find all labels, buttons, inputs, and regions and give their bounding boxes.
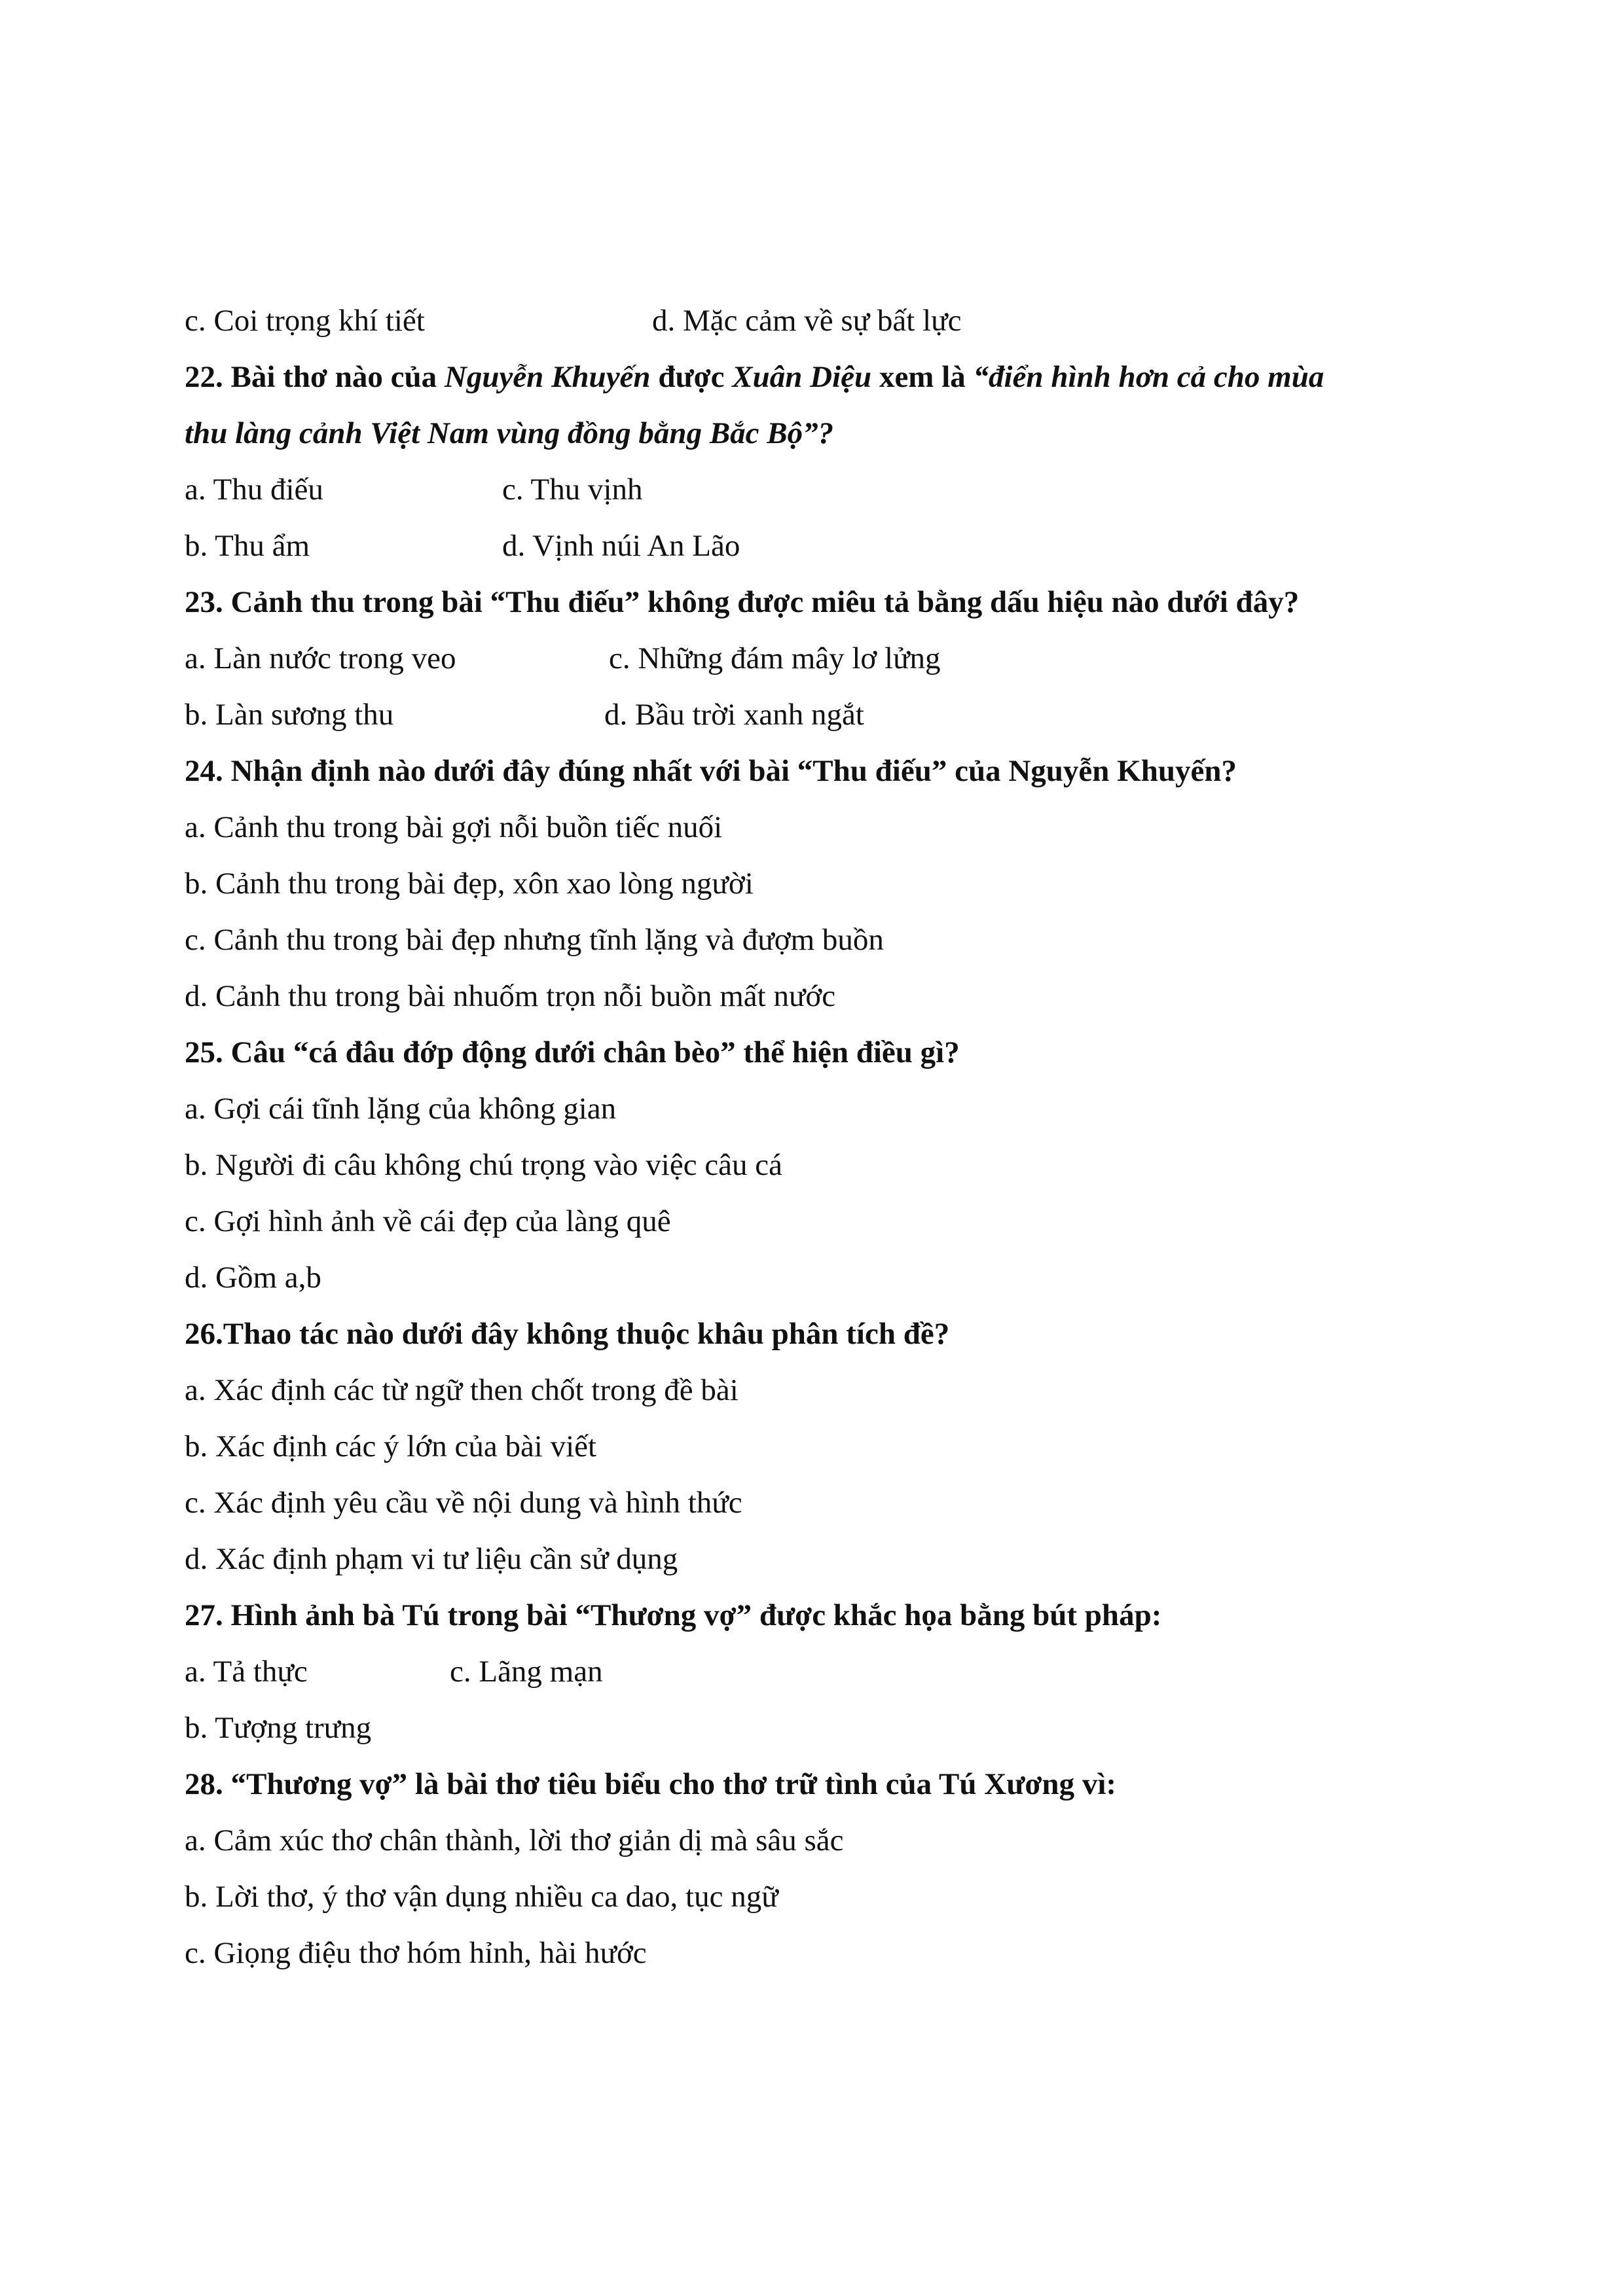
q22-option-c: c. Thu vịnh bbox=[502, 473, 643, 507]
q26-option-b: b. Xác định các ý lớn của bài viết bbox=[185, 1429, 597, 1463]
q24-option-b: b. Cảnh thu trong bài đẹp, xôn xao lòng người bbox=[185, 867, 754, 901]
q27-option-a: a. Tả thực bbox=[185, 1655, 308, 1689]
q26-option-d: d. Xác định phạm vi tư liệu cần sử dụng bbox=[185, 1542, 678, 1576]
q24-option-c: c. Cảnh thu trong bài đẹp nhưng tĩnh lặng và đượm buồn bbox=[185, 923, 884, 957]
q23-options-bd bbox=[185, 695, 864, 734]
q23-options-ac bbox=[185, 639, 941, 678]
q27-options-ac bbox=[185, 1652, 603, 1691]
q24-question: 24. Nhận định nào dưới đây đúng nhất với bài “Thu điếu” của Nguyễn Khuyến? bbox=[185, 754, 1237, 788]
q27-question: 27. Hình ảnh bà Tú trong bài “Thương vợ” được khắc họa bằng bút pháp: bbox=[185, 1598, 1162, 1632]
q22-option-d: d. Vịnh núi An Lão bbox=[502, 529, 740, 563]
q28-option-b: b. Lời thơ, ý thơ vận dụng nhiều ca dao, tục ngữ bbox=[185, 1880, 778, 1914]
q22-author: Nguyễn Khuyến bbox=[444, 360, 651, 394]
q22-question-line2: thu làng cảnh Việt Nam vùng đồng bằng Bắc Bộ”? bbox=[185, 416, 834, 450]
q26-option-a: a. Xác định các từ ngữ then chốt trong đề bài bbox=[185, 1373, 739, 1407]
q27-option-b: b. Tượng trưng bbox=[185, 1711, 372, 1745]
q21-options-cd bbox=[185, 301, 962, 340]
q22-text-3: được bbox=[650, 360, 733, 394]
q21-option-c: c. Coi trọng khí tiết bbox=[185, 304, 425, 338]
q22-options-ac bbox=[185, 470, 643, 509]
q22-text-5: xem là bbox=[871, 360, 974, 394]
q23-option-a: a. Làn nước trong veo bbox=[185, 641, 456, 675]
q21-option-d: d. Mặc cảm về sự bất lực bbox=[652, 304, 962, 338]
q23-option-c: c. Những đám mây lơ lửng bbox=[609, 641, 941, 675]
q25-option-c: c. Gợi hình ảnh về cái đẹp của làng quê bbox=[185, 1204, 671, 1238]
q23-option-d: d. Bầu trời xanh ngắt bbox=[604, 698, 864, 732]
q23-option-b: b. Làn sương thu bbox=[185, 698, 394, 732]
q26-question: 26.Thao tác nào dưới đây không thuộc khâu phân tích đề? bbox=[185, 1317, 950, 1351]
q22-quote-1: “điển hình hơn cả cho mùa bbox=[973, 360, 1324, 394]
q22-option-a: a. Thu điếu bbox=[185, 473, 323, 507]
q22-text-1: 22. Bài thơ nào của bbox=[185, 360, 445, 394]
q22-critic: Xuân Diệu bbox=[732, 360, 872, 394]
q24-option-a: a. Cảnh thu trong bài gợi nỗi buồn tiếc nuối bbox=[185, 810, 723, 844]
q25-question: 25. Câu “cá đâu đớp động dưới chân bèo” thể hiện điều gì? bbox=[185, 1035, 960, 1069]
q22-options-bd bbox=[185, 526, 740, 565]
q28-option-c: c. Giọng điệu thơ hóm hỉnh, hài hước bbox=[185, 1936, 647, 1970]
q24-option-d: d. Cảnh thu trong bài nhuốm trọn nỗi buồn mất nước bbox=[185, 979, 836, 1013]
q25-option-a: a. Gợi cái tĩnh lặng của không gian bbox=[185, 1092, 617, 1126]
q27-option-c: c. Lãng mạn bbox=[450, 1655, 603, 1689]
q25-option-d: d. Gồm a,b bbox=[185, 1261, 321, 1295]
q26-option-c: c. Xác định yêu cầu về nội dung và hình thức bbox=[185, 1486, 742, 1520]
q28-option-a: a. Cảm xúc thơ chân thành, lời thơ giản dị mà sâu sắc bbox=[185, 1823, 844, 1857]
q28-question: 28. “Thương vợ” là bài thơ tiêu biểu cho thơ trữ tình của Tú Xương vì: bbox=[185, 1767, 1117, 1801]
q25-option-b: b. Người đi câu không chú trọng vào việc câu cá bbox=[185, 1148, 783, 1182]
q23-question: 23. Cảnh thu trong bài “Thu điếu” không được miêu tả bằng dấu hiệu nào dưới đây? bbox=[185, 585, 1300, 619]
q22-question-line1 bbox=[185, 357, 1324, 397]
q22-option-b: b. Thu ẩm bbox=[185, 529, 310, 563]
